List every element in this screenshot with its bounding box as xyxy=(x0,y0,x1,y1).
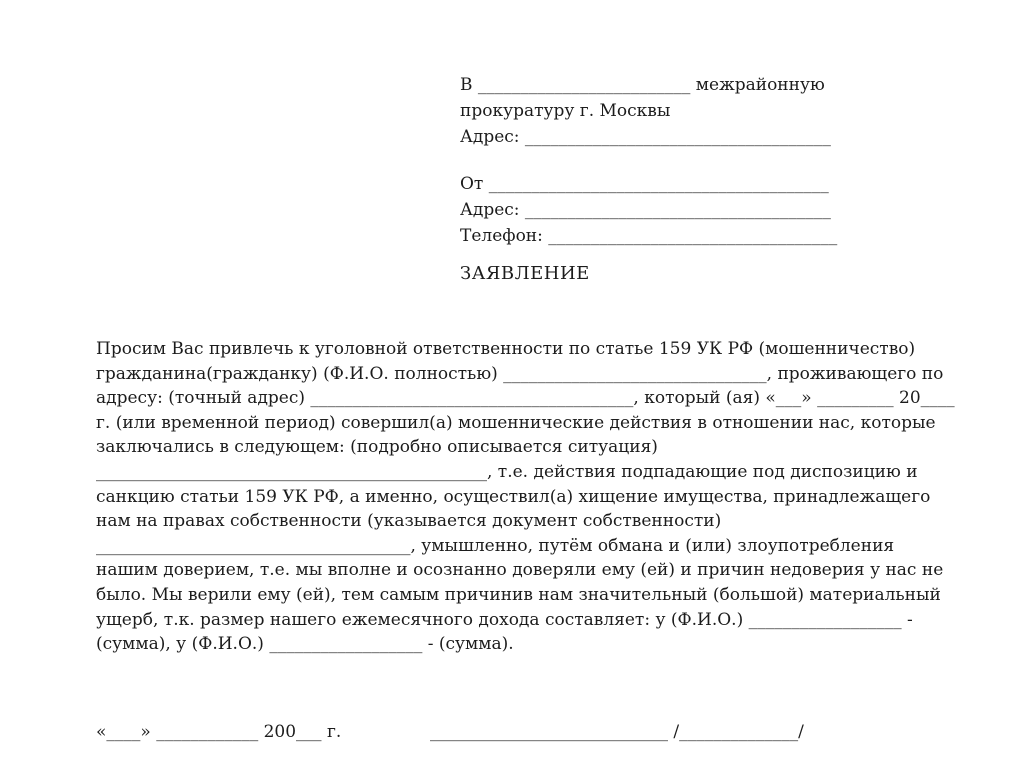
signature-blank-line: ____________________________ /______________/ xyxy=(430,722,804,742)
document-title: ЗАЯВЛЕНИЕ xyxy=(460,263,590,284)
sender-block xyxy=(460,171,880,249)
body-line: ущерб, т.к. размер нашего ежемесячного дохода составляет: у (Ф.И.О.) __________________ - xyxy=(96,609,913,630)
recipient-line: прокуратуру г. Москвы xyxy=(460,101,671,121)
sender-address-line: Адрес: ____________________________________ xyxy=(460,200,831,220)
sender-from-line: От ________________________________________ xyxy=(460,174,829,194)
body-line: Просим Вас привлечь к уголовной ответственности по статье 159 УК РФ (мошенничество) xyxy=(96,339,916,359)
date-blank-line: «____» ____________ 200___ г. xyxy=(96,722,342,742)
body-line: нам на правах собственности (указывается документ собственности) xyxy=(96,511,722,532)
body-line: нашим доверием, т.е. мы вполне и осознанно доверяли ему (ей) и причин недоверия у нас не xyxy=(96,560,944,581)
recipient-address-line: Адрес: ____________________________________ xyxy=(460,127,831,147)
body-line: адресу: (точный адрес) ______________________________________, который (ая) «___» _________ 20____ xyxy=(96,388,955,409)
body-line: (сумма), у (Ф.И.О.) __________________ - (сумма). xyxy=(96,634,514,655)
body-line: было. Мы верили ему (ей), тем самым причинив нам значительный (большой) материальный xyxy=(96,584,941,605)
body-line: ______________________________________________, т.е. действия подпадающие под диспозицию и xyxy=(96,461,918,482)
body-line: гражданина(гражданку) (Ф.И.О. полностью) _______________________________, проживающего по xyxy=(96,363,944,384)
body-line: г. (или временной период) совершил(а) мошеннические действия в отношении нас, которые xyxy=(96,412,936,433)
body-paragraph xyxy=(96,337,956,657)
sender-phone-line: Телефон: __________________________________ xyxy=(460,226,838,246)
body-line: заключались в следующем: (подробно описывается ситуация) xyxy=(96,437,658,458)
body-line: санкцию статьи 159 УК РФ, а именно, осуществил(а) хищение имущества, принадлежащего xyxy=(96,486,931,507)
body-line: _____________________________________, умышленно, путём обмана и (или) злоупотребления xyxy=(96,535,895,556)
recipient-block xyxy=(460,72,880,150)
recipient-line: В _________________________ межрайонную xyxy=(460,75,825,95)
